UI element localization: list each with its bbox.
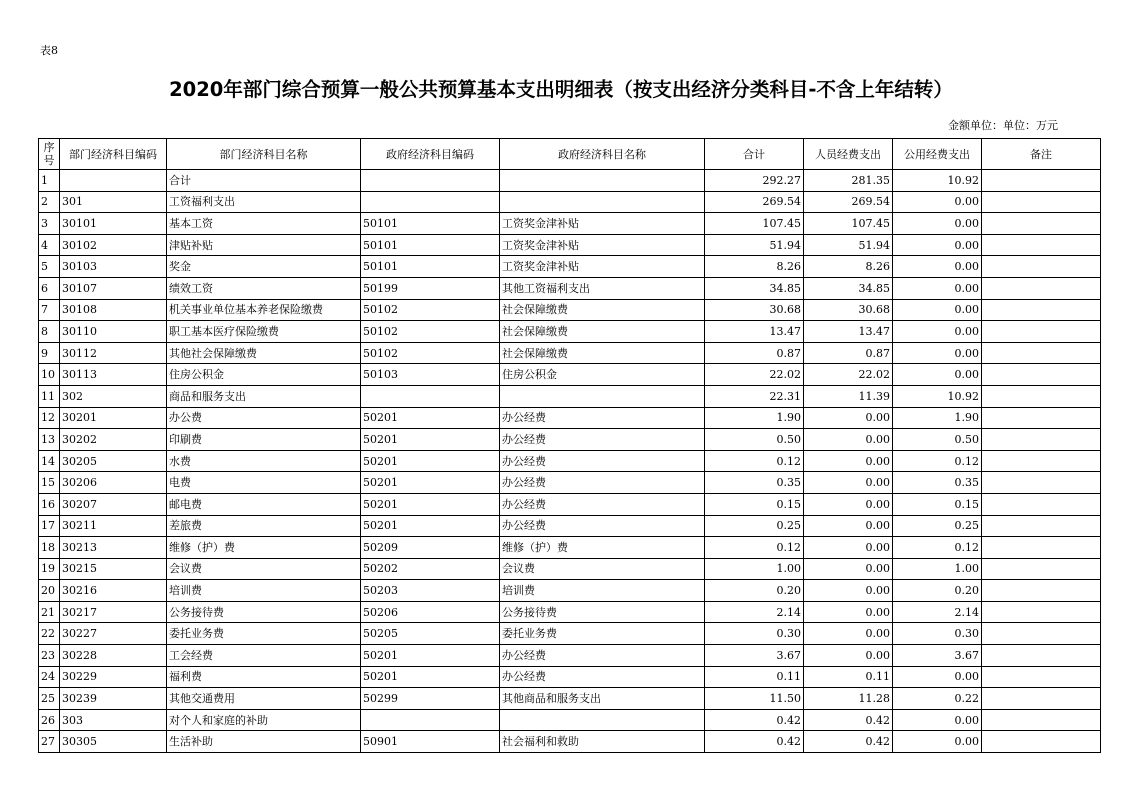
cell-dept-code: 30201 [60,407,167,429]
cell-dept-name: 职工基本医疗保险缴费 [167,321,361,343]
cell-note [982,515,1101,537]
cell-gov-code: 50201 [361,472,500,494]
cell-public: 3.67 [893,645,982,667]
cell-note [982,364,1101,386]
cell-seq: 24 [39,666,60,688]
document-title: 2020年部门综合预算一般公共预算基本支出明细表（按支出经济分类科目-不含上年结转） [169,78,953,101]
cell-seq: 7 [39,299,60,321]
cell-personnel: 30.68 [804,299,893,321]
cell-dept-code: 30217 [60,601,167,623]
table-row [39,731,1101,753]
cell-gov-code: 50101 [361,213,500,235]
cell-public: 0.00 [893,321,982,343]
cell-gov-code: 50102 [361,321,500,343]
cell-personnel: 0.00 [804,645,893,667]
cell-total: 0.12 [705,537,804,559]
cell-gov-name: 社会保障缴费 [500,299,705,321]
cell-dept-code: 30202 [60,429,167,451]
cell-gov-name: 维修（护）费 [500,537,705,559]
cell-total: 1.00 [705,558,804,580]
cell-public: 0.00 [893,299,982,321]
cell-total: 107.45 [705,213,804,235]
cell-dept-name: 邮电费 [167,493,361,515]
cell-public: 0.35 [893,472,982,494]
cell-gov-name: 办公经费 [500,472,705,494]
cell-public: 0.00 [893,666,982,688]
table-row [39,429,1101,451]
cell-note [982,429,1101,451]
table-row [39,580,1101,602]
cell-dept-code: 30205 [60,450,167,472]
table-row [39,537,1101,559]
cell-public: 0.25 [893,515,982,537]
cell-gov-name: 住房公积金 [500,364,705,386]
cell-seq: 5 [39,256,60,278]
cell-dept-name: 办公费 [167,407,361,429]
cell-gov-code: 50201 [361,515,500,537]
cell-dept-code: 30239 [60,688,167,710]
table-row [39,321,1101,343]
cell-gov-code: 50203 [361,580,500,602]
cell-seq: 10 [39,364,60,386]
cell-dept-code [60,170,167,192]
cell-gov-code [361,385,500,407]
cell-gov-name: 其他工资福利支出 [500,277,705,299]
cell-dept-name: 工资福利支出 [167,191,361,213]
cell-gov-name [500,385,705,407]
cell-gov-name: 工资奖金津补贴 [500,234,705,256]
cell-total: 51.94 [705,234,804,256]
cell-note [982,472,1101,494]
cell-total: 0.42 [705,709,804,731]
table-row [39,277,1101,299]
cell-personnel: 0.11 [804,666,893,688]
cell-dept-name: 基本工资 [167,213,361,235]
cell-gov-code: 50103 [361,364,500,386]
cell-personnel: 11.28 [804,688,893,710]
cell-dept-name: 维修（护）费 [167,537,361,559]
cell-dept-name: 委托业务费 [167,623,361,645]
cell-note [982,688,1101,710]
cell-note [982,666,1101,688]
cell-seq: 16 [39,493,60,515]
cell-note [982,277,1101,299]
column-header-total: 合计 [705,139,804,170]
table-row [39,709,1101,731]
table-row [39,256,1101,278]
cell-gov-name: 办公经费 [500,645,705,667]
cell-gov-code: 50199 [361,277,500,299]
cell-gov-code: 50201 [361,407,500,429]
cell-note [982,234,1101,256]
table-row [39,385,1101,407]
cell-seq: 15 [39,472,60,494]
cell-gov-code: 50201 [361,666,500,688]
cell-total: 0.30 [705,623,804,645]
cell-personnel: 0.00 [804,407,893,429]
table-row [39,299,1101,321]
cell-dept-code: 30216 [60,580,167,602]
cell-gov-code: 50299 [361,688,500,710]
table-row [39,472,1101,494]
cell-gov-name: 办公经费 [500,515,705,537]
cell-public: 10.92 [893,170,982,192]
cell-note [982,321,1101,343]
cell-gov-name [500,170,705,192]
cell-note [982,191,1101,213]
cell-note [982,731,1101,753]
cell-note [982,493,1101,515]
table-row [39,666,1101,688]
cell-total: 0.12 [705,450,804,472]
cell-dept-name: 绩效工资 [167,277,361,299]
cell-public: 0.00 [893,234,982,256]
cell-note [982,623,1101,645]
cell-personnel: 0.00 [804,515,893,537]
cell-seq: 21 [39,601,60,623]
cell-dept-code: 30227 [60,623,167,645]
budget-detail-table [38,138,1101,753]
cell-dept-code: 30103 [60,256,167,278]
column-header-dept-name: 部门经济科目名称 [167,139,361,170]
cell-dept-name: 印刷费 [167,429,361,451]
cell-dept-name: 其他交通费用 [167,688,361,710]
cell-personnel: 0.00 [804,537,893,559]
cell-total: 0.11 [705,666,804,688]
cell-personnel: 107.45 [804,213,893,235]
cell-dept-code: 30101 [60,213,167,235]
cell-public: 0.50 [893,429,982,451]
cell-total: 30.68 [705,299,804,321]
cell-seq: 14 [39,450,60,472]
cell-dept-code: 30211 [60,515,167,537]
cell-seq: 18 [39,537,60,559]
cell-gov-name: 委托业务费 [500,623,705,645]
cell-dept-name: 津贴补贴 [167,234,361,256]
cell-dept-name: 合计 [167,170,361,192]
cell-total: 8.26 [705,256,804,278]
cell-dept-name: 奖金 [167,256,361,278]
table-header-row [39,139,1101,170]
cell-gov-name: 其他商品和服务支出 [500,688,705,710]
column-header-public: 公用经费支出 [893,139,982,170]
cell-gov-name: 办公经费 [500,407,705,429]
cell-dept-code: 30113 [60,364,167,386]
cell-public: 0.00 [893,277,982,299]
cell-dept-code: 301 [60,191,167,213]
cell-note [982,342,1101,364]
cell-seq: 19 [39,558,60,580]
cell-gov-code: 50201 [361,450,500,472]
cell-personnel: 11.39 [804,385,893,407]
cell-personnel: 34.85 [804,277,893,299]
cell-total: 34.85 [705,277,804,299]
cell-personnel: 22.02 [804,364,893,386]
cell-gov-code: 50101 [361,234,500,256]
table-row [39,645,1101,667]
cell-public: 0.20 [893,580,982,602]
cell-gov-code: 50205 [361,623,500,645]
cell-total: 0.50 [705,429,804,451]
cell-gov-name: 工资奖金津补贴 [500,213,705,235]
cell-seq: 4 [39,234,60,256]
cell-gov-code: 50201 [361,493,500,515]
cell-gov-code: 50201 [361,429,500,451]
cell-dept-name: 对个人和家庭的补助 [167,709,361,731]
table-number: 表8 [40,44,58,57]
amount-unit-label: 金额单位：单位：万元 [948,119,1058,132]
cell-gov-name: 社会保障缴费 [500,321,705,343]
cell-dept-name: 生活补助 [167,731,361,753]
cell-personnel: 0.42 [804,731,893,753]
cell-public: 0.00 [893,364,982,386]
cell-total: 1.90 [705,407,804,429]
cell-gov-code: 50209 [361,537,500,559]
table-row [39,558,1101,580]
table-body [39,170,1101,753]
cell-personnel: 0.00 [804,580,893,602]
cell-total: 2.14 [705,601,804,623]
cell-gov-code: 50206 [361,601,500,623]
cell-dept-name: 会议费 [167,558,361,580]
cell-note [982,645,1101,667]
cell-note [982,537,1101,559]
cell-total: 22.31 [705,385,804,407]
cell-gov-name [500,191,705,213]
cell-note [982,299,1101,321]
cell-gov-code: 50101 [361,256,500,278]
cell-gov-code: 50201 [361,645,500,667]
cell-seq: 26 [39,709,60,731]
cell-seq: 8 [39,321,60,343]
column-header-seq-text: 序号 [43,141,55,167]
cell-total: 292.27 [705,170,804,192]
table-row [39,623,1101,645]
cell-seq: 6 [39,277,60,299]
cell-personnel: 0.87 [804,342,893,364]
cell-seq: 2 [39,191,60,213]
cell-dept-code: 30110 [60,321,167,343]
column-header-gov-code: 政府经济科目编码 [361,139,500,170]
cell-total: 0.25 [705,515,804,537]
cell-gov-name: 办公经费 [500,666,705,688]
cell-dept-code: 30206 [60,472,167,494]
cell-gov-code [361,170,500,192]
cell-total: 0.35 [705,472,804,494]
cell-gov-code: 50102 [361,299,500,321]
cell-personnel: 51.94 [804,234,893,256]
cell-dept-name: 商品和服务支出 [167,385,361,407]
cell-seq: 22 [39,623,60,645]
cell-dept-code: 30305 [60,731,167,753]
cell-note [982,580,1101,602]
cell-personnel: 0.00 [804,623,893,645]
cell-dept-name: 培训费 [167,580,361,602]
cell-personnel: 0.00 [804,429,893,451]
cell-total: 13.47 [705,321,804,343]
cell-seq: 9 [39,342,60,364]
cell-personnel: 8.26 [804,256,893,278]
cell-gov-name: 会议费 [500,558,705,580]
cell-dept-name: 福利费 [167,666,361,688]
cell-public: 10.92 [893,385,982,407]
cell-total: 269.54 [705,191,804,213]
column-header-dept-code: 部门经济科目编码 [60,139,167,170]
cell-dept-code: 30102 [60,234,167,256]
cell-total: 0.42 [705,731,804,753]
cell-personnel: 281.35 [804,170,893,192]
cell-gov-code: 50901 [361,731,500,753]
cell-total: 11.50 [705,688,804,710]
cell-personnel: 0.42 [804,709,893,731]
cell-total: 0.20 [705,580,804,602]
cell-dept-name: 电费 [167,472,361,494]
cell-public: 2.14 [893,601,982,623]
cell-public: 0.30 [893,623,982,645]
table-row [39,191,1101,213]
table-row [39,515,1101,537]
column-header-note: 备注 [982,139,1101,170]
cell-personnel: 0.00 [804,472,893,494]
cell-personnel: 0.00 [804,601,893,623]
cell-dept-name: 差旅费 [167,515,361,537]
cell-note [982,170,1101,192]
cell-note [982,385,1101,407]
cell-gov-code: 50202 [361,558,500,580]
cell-public: 0.00 [893,213,982,235]
cell-dept-code: 30108 [60,299,167,321]
cell-gov-name: 办公经费 [500,450,705,472]
cell-dept-name: 水费 [167,450,361,472]
cell-gov-name [500,709,705,731]
table-row [39,493,1101,515]
cell-dept-name: 工会经费 [167,645,361,667]
cell-seq: 23 [39,645,60,667]
cell-dept-name: 其他社会保障缴费 [167,342,361,364]
cell-dept-code: 30215 [60,558,167,580]
cell-dept-name: 住房公积金 [167,364,361,386]
cell-gov-code [361,709,500,731]
table-row [39,450,1101,472]
column-header-personnel: 人员经费支出 [804,139,893,170]
cell-note [982,407,1101,429]
cell-public: 0.00 [893,709,982,731]
cell-note [982,256,1101,278]
column-header-gov-name: 政府经济科目名称 [500,139,705,170]
cell-gov-name: 工资奖金津补贴 [500,256,705,278]
cell-public: 0.00 [893,342,982,364]
cell-personnel: 0.00 [804,493,893,515]
cell-public: 1.90 [893,407,982,429]
column-header-seq [39,139,60,170]
table-row [39,234,1101,256]
cell-public: 0.00 [893,731,982,753]
cell-gov-name: 社会保障缴费 [500,342,705,364]
cell-gov-name: 培训费 [500,580,705,602]
table-row [39,601,1101,623]
cell-gov-code: 50102 [361,342,500,364]
cell-public: 0.22 [893,688,982,710]
cell-public: 0.12 [893,450,982,472]
cell-personnel: 13.47 [804,321,893,343]
cell-dept-code: 30107 [60,277,167,299]
cell-personnel: 269.54 [804,191,893,213]
cell-dept-code: 30207 [60,493,167,515]
cell-note [982,213,1101,235]
cell-seq: 3 [39,213,60,235]
cell-personnel: 0.00 [804,558,893,580]
cell-note [982,709,1101,731]
cell-seq: 12 [39,407,60,429]
table-row [39,170,1101,192]
cell-public: 0.15 [893,493,982,515]
cell-dept-code: 30228 [60,645,167,667]
cell-public: 0.00 [893,256,982,278]
table-row [39,213,1101,235]
cell-gov-name: 办公经费 [500,493,705,515]
cell-dept-code: 30213 [60,537,167,559]
cell-seq: 17 [39,515,60,537]
cell-seq: 20 [39,580,60,602]
cell-note [982,450,1101,472]
table-row [39,364,1101,386]
cell-dept-code: 303 [60,709,167,731]
table-row [39,407,1101,429]
cell-personnel: 0.00 [804,450,893,472]
cell-public: 0.00 [893,191,982,213]
cell-note [982,558,1101,580]
cell-gov-name: 社会福利和救助 [500,731,705,753]
cell-public: 0.12 [893,537,982,559]
cell-gov-name: 办公经费 [500,429,705,451]
cell-gov-code [361,191,500,213]
table-row [39,342,1101,364]
cell-total: 3.67 [705,645,804,667]
cell-seq: 11 [39,385,60,407]
cell-dept-code: 30112 [60,342,167,364]
cell-total: 0.87 [705,342,804,364]
cell-seq: 25 [39,688,60,710]
cell-seq: 1 [39,170,60,192]
cell-dept-name: 公务接待费 [167,601,361,623]
cell-seq: 13 [39,429,60,451]
cell-dept-name: 机关事业单位基本养老保险缴费 [167,299,361,321]
cell-total: 22.02 [705,364,804,386]
cell-dept-code: 302 [60,385,167,407]
cell-total: 0.15 [705,493,804,515]
cell-note [982,601,1101,623]
cell-public: 1.00 [893,558,982,580]
cell-dept-code: 30229 [60,666,167,688]
cell-seq: 27 [39,731,60,753]
cell-gov-name: 公务接待费 [500,601,705,623]
table-row [39,688,1101,710]
